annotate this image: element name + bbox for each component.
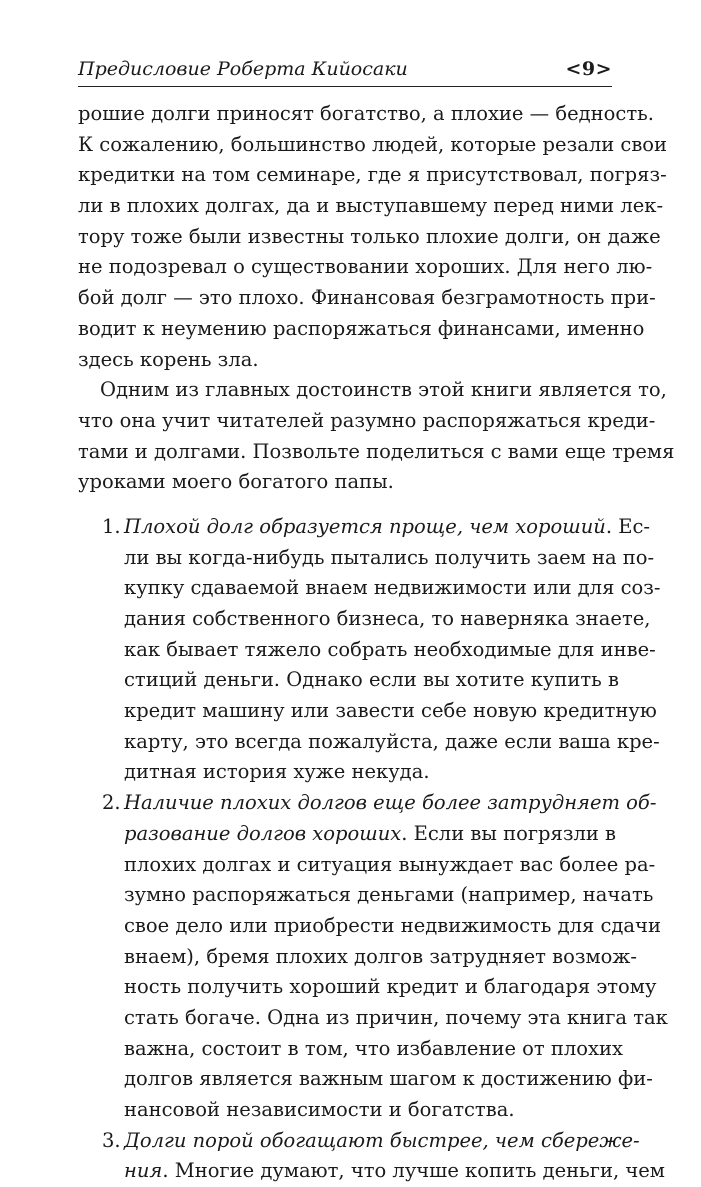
- text-line: карту, это всегда пожалуйста, даже если ваша кре-: [124, 729, 660, 753]
- text-line: стиций деньги. Однако если вы хотите купить в: [124, 668, 619, 692]
- list-item-text: . Ес-: [605, 514, 650, 538]
- text-line: К сожалению, большинство людей, которые резали свои: [78, 132, 668, 156]
- list-item: [78, 788, 668, 1126]
- text-line: не подозревал о существовании хороших. Для него лю-: [78, 255, 653, 279]
- text-line: купку сдаваемой внаем недвижимости или для соз-: [124, 576, 661, 600]
- paragraph-2: [78, 375, 675, 498]
- text-line: кредит машину или завести себе новую кредитную: [124, 699, 657, 723]
- text-line: бой долг — это плохо. Финансовая безграмотность при-: [78, 286, 656, 310]
- list-item-first-line: [78, 512, 650, 543]
- list-item-text: . Многие думают, что лучше копить деньги, чем: [162, 1159, 665, 1183]
- text-line: ли вы когда-нибудь пытались получить заем на по-: [124, 545, 655, 569]
- text-line: ли в плохих долгах, да и выступавшему перед ними лек-: [78, 194, 664, 218]
- text-line: Одним из главных достоинств этой книги является то,: [100, 378, 667, 402]
- text-line: водит к неумению распоряжаться финансами, именно: [78, 316, 645, 340]
- running-header-title: Предисловие Роберта Кийосаки: [78, 58, 408, 80]
- text-line: ность получить хороший кредит и благодаря этому: [124, 975, 657, 999]
- text-line: важна, состоит в том, что избавление от плохих: [124, 1036, 624, 1060]
- text-line: здесь корень зла.: [78, 347, 259, 371]
- page-number: <9>: [565, 58, 612, 80]
- list-item: [78, 512, 661, 788]
- text-line: уроками моего богатого папы.: [78, 470, 394, 494]
- text-line: что она учит читателей разумно распоряжаться креди-: [78, 408, 656, 432]
- text-line: нансовой независимости и богатства.: [124, 1098, 515, 1121]
- list-item-heading: Плохой долг образуется проще, чем хороший: [124, 514, 606, 538]
- text-line: тами и долгами. Позвольте поделиться с вами еще тремя: [78, 439, 675, 463]
- text-line: свое дело или приобрести недвижимость для сдачи: [124, 913, 661, 937]
- text-line: зумно распоряжаться деньгами (например, начать: [124, 883, 654, 907]
- text-line: внаем), бремя плохих долгов затрудняет возмож-: [124, 944, 637, 968]
- text-line: дитная история хуже некуда.: [124, 760, 430, 784]
- book-page: [78, 58, 675, 1187]
- text-line: тору тоже были известны только плохие долги, он даже: [78, 224, 661, 248]
- list-item-first-line: [78, 1126, 640, 1157]
- list-item-text: . Если вы погрязли в: [401, 821, 617, 845]
- text-line: стать богаче. Одна из причин, почему эта книга так: [124, 1005, 668, 1029]
- list-item-heading-cont: ния: [124, 1159, 163, 1183]
- list-item-heading-cont: разование долгов хороших: [124, 821, 402, 845]
- running-header: [78, 58, 612, 87]
- text-line: [78, 1156, 665, 1187]
- text-line: рошие долги приносят богатство, а плохие — бедность.: [78, 102, 654, 125]
- list-item-heading: Наличие плохих долгов еще более затрудняет об-: [124, 791, 657, 815]
- list-item-heading: Долги порой обогащают быстрее, чем сбереже-: [124, 1128, 640, 1152]
- list-number: 2.: [102, 791, 121, 815]
- paragraph-1: [78, 99, 668, 375]
- list-number: 3.: [102, 1128, 121, 1152]
- text-line: плохих долгах и ситуация вынуждает вас более ра-: [124, 852, 656, 876]
- text-line: [78, 819, 617, 850]
- list-number: 1.: [102, 514, 121, 538]
- list-item: [78, 1126, 665, 1187]
- text-line: кредитки на том семинаре, где я присутствовал, погряз-: [78, 163, 667, 187]
- text-line: как бывает тяжело собрать необходимые для инве-: [124, 637, 656, 661]
- list-item-first-line: [78, 788, 657, 819]
- text-line: долгов является важным шагом к достижению фи-: [124, 1067, 653, 1091]
- text-line: дания собственного бизнеса, то наверняка знаете,: [124, 607, 651, 630]
